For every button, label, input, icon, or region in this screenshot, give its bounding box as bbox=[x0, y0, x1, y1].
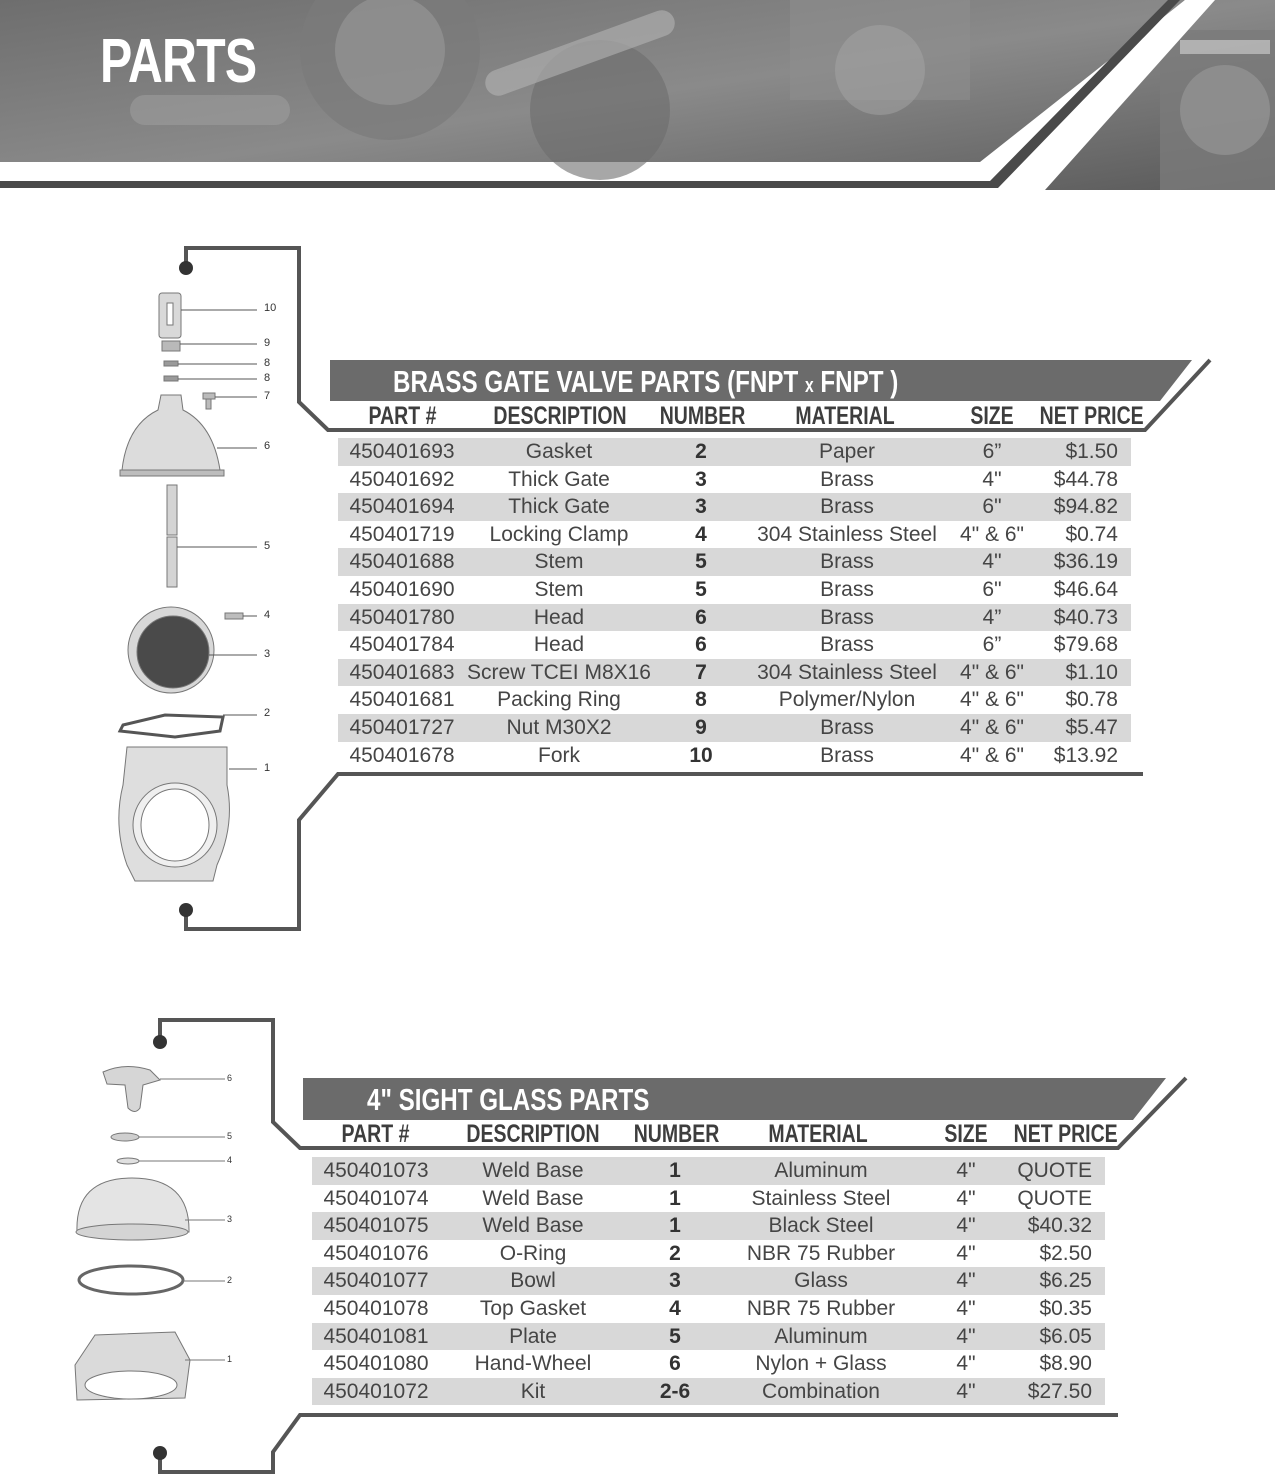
cell-size: 4" bbox=[956, 1297, 976, 1320]
cell-number: 4 bbox=[695, 522, 707, 546]
cell-number: 1 bbox=[669, 1186, 681, 1210]
cell-part: 450401080 bbox=[323, 1352, 429, 1376]
cell-description: Stem bbox=[534, 550, 584, 574]
cell-size: 4" bbox=[982, 467, 1002, 491]
cell-material: NBR 75 Rubber bbox=[746, 1241, 896, 1265]
table-row bbox=[312, 1157, 1105, 1185]
table-row bbox=[312, 1295, 1105, 1323]
table-row bbox=[338, 521, 1131, 549]
callout-2: 2 bbox=[264, 707, 271, 719]
cell-part: 450401678 bbox=[349, 743, 455, 767]
callout-5: 5 bbox=[227, 1131, 233, 1141]
brass-title-x: x bbox=[804, 375, 814, 397]
table-row bbox=[312, 1323, 1105, 1351]
cell-description: Locking Clamp bbox=[489, 522, 629, 546]
cell-material: Brass bbox=[820, 578, 874, 601]
cell-size: 4" bbox=[956, 1269, 976, 1293]
cell-description: Stem bbox=[534, 578, 584, 601]
cell-material: Brass bbox=[820, 633, 874, 657]
cell-price: $36.19 bbox=[1053, 550, 1118, 574]
brass-title-main: BRASS GATE VALVE PARTS (FNPT bbox=[393, 364, 805, 399]
cell-price: $27.50 bbox=[1027, 1379, 1092, 1403]
cell-number: 5 bbox=[695, 550, 707, 574]
callout-8b: 8 bbox=[264, 372, 271, 384]
cell-description: Weld Base bbox=[482, 1214, 584, 1238]
cell-material: Black Steel bbox=[768, 1214, 874, 1238]
cell-description: Plate bbox=[509, 1324, 557, 1348]
cell-material: Nylon + Glass bbox=[755, 1352, 887, 1376]
cell-size: 4" & 6" bbox=[960, 660, 1024, 684]
cell-price: $46.64 bbox=[1053, 578, 1118, 601]
cell-size: 6” bbox=[982, 440, 1002, 463]
cell-description: Weld Base bbox=[482, 1159, 584, 1182]
cell-price: $8.90 bbox=[1039, 1352, 1092, 1376]
cell-description: Screw TCEI M8X16 bbox=[466, 660, 651, 684]
cell-description: Gasket bbox=[525, 440, 593, 463]
cell-part: 450401784 bbox=[349, 633, 455, 657]
cell-part: 450401075 bbox=[323, 1214, 429, 1238]
cell-size: 4" bbox=[956, 1214, 976, 1238]
cell-material: 304 Stainless Steel bbox=[757, 522, 937, 546]
cell-price: $0.78 bbox=[1065, 688, 1118, 712]
cell-description: Thick Gate bbox=[508, 495, 610, 519]
cell-description: Head bbox=[533, 633, 585, 657]
callout-10: 10 bbox=[264, 302, 277, 314]
cell-number: 7 bbox=[695, 660, 707, 684]
callout-3: 3 bbox=[264, 648, 271, 660]
cell-part: 450401076 bbox=[323, 1241, 429, 1265]
table-row bbox=[338, 686, 1131, 714]
callout-2: 2 bbox=[227, 1275, 233, 1285]
cell-size: 4" & 6" bbox=[960, 688, 1024, 712]
table-row bbox=[338, 714, 1131, 742]
cell-size: 4" & 6" bbox=[960, 743, 1024, 767]
cell-material: Brass bbox=[820, 716, 874, 739]
cell-part: 450401077 bbox=[323, 1269, 429, 1293]
cell-number: 2 bbox=[695, 440, 707, 463]
cell-material: Glass bbox=[794, 1269, 848, 1293]
cell-part: 450401694 bbox=[349, 495, 455, 519]
cell-price: $13.92 bbox=[1053, 743, 1118, 767]
col-net-price: NET PRICE bbox=[1013, 1120, 1118, 1148]
cell-number: 9 bbox=[695, 716, 707, 739]
cell-material: Polymer/Nylon bbox=[778, 688, 916, 712]
cell-size: 6" bbox=[982, 495, 1002, 519]
cell-number: 2-6 bbox=[659, 1379, 691, 1403]
cell-number: 8 bbox=[695, 688, 707, 712]
col-material: MATERIAL bbox=[768, 1120, 868, 1148]
cell-size: 6” bbox=[982, 633, 1002, 657]
cell-number: 6 bbox=[669, 1352, 681, 1376]
cell-material: Brass bbox=[820, 467, 874, 491]
cell-part: 450401078 bbox=[323, 1297, 429, 1320]
table-row bbox=[338, 576, 1131, 604]
table-row bbox=[338, 631, 1131, 659]
cell-size: 6" bbox=[982, 578, 1002, 601]
cell-price: $2.50 bbox=[1039, 1241, 1092, 1265]
cell-price: $5.47 bbox=[1065, 716, 1118, 739]
cell-description: Nut M30X2 bbox=[506, 716, 612, 739]
table-row bbox=[338, 659, 1131, 687]
cell-number: 6 bbox=[695, 633, 707, 657]
cell-part: 450401074 bbox=[323, 1186, 429, 1210]
callout-9: 9 bbox=[264, 337, 271, 349]
col-part: PART # bbox=[368, 402, 437, 430]
cell-price: $40.32 bbox=[1027, 1214, 1092, 1238]
cell-price: $94.82 bbox=[1053, 495, 1118, 519]
cell-part: 450401780 bbox=[349, 605, 455, 629]
cell-material: Brass bbox=[820, 495, 874, 519]
cell-price: QUOTE bbox=[1017, 1186, 1092, 1210]
table-row bbox=[312, 1240, 1105, 1268]
cell-part: 450401072 bbox=[323, 1379, 429, 1403]
cell-number: 3 bbox=[695, 495, 707, 519]
col-number: NUMBER bbox=[633, 1120, 720, 1148]
cell-description: Thick Gate bbox=[508, 467, 610, 491]
table-row bbox=[338, 548, 1131, 576]
cell-description: Hand-Wheel bbox=[474, 1352, 592, 1376]
callout-5: 5 bbox=[264, 540, 271, 552]
col-description: DESCRIPTION bbox=[493, 402, 627, 430]
cell-size: 4" & 6" bbox=[960, 716, 1024, 739]
cell-number: 5 bbox=[669, 1324, 681, 1348]
cell-number: 3 bbox=[669, 1269, 681, 1293]
cell-material: 304 Stainless Steel bbox=[757, 660, 937, 684]
callout-1: 1 bbox=[264, 762, 271, 774]
cell-price: $40.73 bbox=[1053, 605, 1118, 629]
callout-8a: 8 bbox=[264, 357, 271, 369]
table-row bbox=[312, 1378, 1105, 1406]
cell-part: 450401719 bbox=[349, 522, 455, 546]
callout-1: 1 bbox=[227, 1354, 233, 1364]
table-row bbox=[338, 466, 1131, 494]
cell-price: $6.25 bbox=[1039, 1269, 1092, 1293]
table-row bbox=[338, 604, 1131, 632]
brass-parts-table bbox=[338, 438, 1131, 770]
cell-price: $44.78 bbox=[1053, 467, 1118, 491]
cell-size: 4" bbox=[956, 1186, 976, 1210]
cell-description: Bowl bbox=[510, 1269, 556, 1293]
col-part: PART # bbox=[341, 1120, 410, 1148]
table-row bbox=[312, 1350, 1105, 1378]
cell-material: Brass bbox=[820, 743, 874, 767]
cell-number: 3 bbox=[695, 467, 707, 491]
cell-description: O-Ring bbox=[499, 1241, 567, 1265]
brass-title-end: FNPT ) bbox=[813, 364, 899, 399]
cell-material: Combination bbox=[762, 1379, 880, 1403]
cell-material: NBR 75 Rubber bbox=[746, 1297, 896, 1320]
callout-4: 4 bbox=[227, 1155, 233, 1165]
cell-number: 2 bbox=[669, 1241, 681, 1265]
col-material: MATERIAL bbox=[795, 402, 895, 430]
col-number: NUMBER bbox=[659, 402, 746, 430]
table-row bbox=[312, 1185, 1105, 1213]
cell-number: 4 bbox=[669, 1297, 681, 1320]
cell-size: 4" bbox=[956, 1379, 976, 1403]
cell-size: 4" bbox=[956, 1159, 976, 1182]
cell-material: Aluminum bbox=[774, 1324, 868, 1348]
callout-4: 4 bbox=[264, 609, 271, 621]
cell-size: 4" bbox=[956, 1241, 976, 1265]
cell-part: 450401073 bbox=[323, 1159, 429, 1182]
callout-7: 7 bbox=[264, 390, 271, 402]
cell-number: 1 bbox=[669, 1159, 681, 1182]
col-description: DESCRIPTION bbox=[466, 1120, 600, 1148]
callout-3: 3 bbox=[227, 1214, 233, 1224]
cell-price: $0.74 bbox=[1065, 522, 1118, 546]
cell-size: 4" bbox=[956, 1352, 976, 1376]
cell-description: Weld Base bbox=[482, 1186, 584, 1210]
cell-size: 4” bbox=[982, 605, 1002, 629]
table-row bbox=[338, 742, 1131, 770]
col-net-price: NET PRICE bbox=[1039, 402, 1144, 430]
cell-number: 1 bbox=[669, 1214, 681, 1238]
cell-material: Stainless Steel bbox=[751, 1186, 891, 1210]
table-row bbox=[338, 438, 1131, 466]
cell-part: 450401690 bbox=[349, 578, 455, 601]
cell-description: Head bbox=[533, 605, 585, 629]
sight-parts-table bbox=[312, 1157, 1105, 1407]
cell-part: 450401727 bbox=[349, 716, 455, 739]
cell-material: Brass bbox=[820, 550, 874, 574]
table-row bbox=[338, 493, 1131, 521]
cell-part: 450401683 bbox=[349, 660, 455, 684]
table-row bbox=[312, 1267, 1105, 1295]
sight-glass-exploded-diagram bbox=[65, 1060, 240, 1420]
cell-description: Packing Ring bbox=[497, 688, 621, 712]
cell-size: 4" & 6" bbox=[960, 522, 1024, 546]
cell-price: $1.10 bbox=[1065, 660, 1118, 684]
cell-number: 6 bbox=[695, 605, 707, 629]
cell-price: $1.50 bbox=[1065, 440, 1118, 463]
cell-description: Fork bbox=[538, 743, 580, 767]
cell-description: Top Gasket bbox=[479, 1297, 587, 1320]
cell-price: QUOTE bbox=[1017, 1159, 1092, 1182]
cell-number: 5 bbox=[695, 578, 707, 601]
cell-size: 4" bbox=[982, 550, 1002, 574]
cell-part: 450401081 bbox=[323, 1324, 429, 1348]
cell-material: Brass bbox=[820, 605, 874, 629]
sight-section-title: 4" SIGHT GLASS PARTS bbox=[367, 1082, 650, 1117]
cell-material: Aluminum bbox=[774, 1159, 868, 1182]
col-size: SIZE bbox=[944, 1120, 988, 1148]
page-title: PARTS bbox=[100, 27, 257, 96]
cell-price: $79.68 bbox=[1053, 633, 1118, 657]
cell-description: Kit bbox=[520, 1379, 546, 1403]
callout-6: 6 bbox=[264, 440, 271, 452]
col-size: SIZE bbox=[970, 402, 1014, 430]
cell-part: 450401681 bbox=[349, 688, 455, 712]
cell-part: 450401692 bbox=[349, 467, 455, 491]
cell-part: 450401693 bbox=[349, 440, 455, 463]
cell-size: 4" bbox=[956, 1324, 976, 1348]
cell-number: 10 bbox=[689, 743, 713, 767]
cell-part: 450401688 bbox=[349, 550, 455, 574]
cell-material: Paper bbox=[818, 440, 876, 463]
callout-6: 6 bbox=[227, 1073, 233, 1083]
cell-price: $6.05 bbox=[1039, 1324, 1092, 1348]
table-row bbox=[312, 1212, 1105, 1240]
cell-price: $0.35 bbox=[1039, 1297, 1092, 1320]
brass-section-title bbox=[393, 364, 898, 400]
